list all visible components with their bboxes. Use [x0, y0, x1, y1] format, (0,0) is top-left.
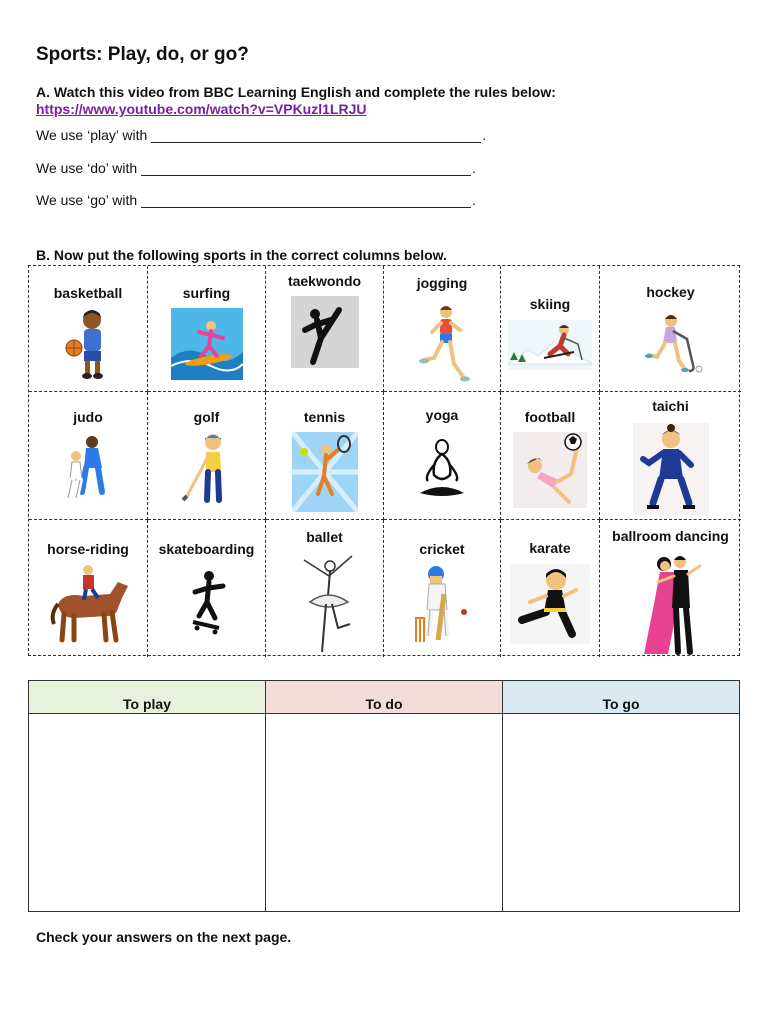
cricketer-icon	[414, 564, 470, 644]
sport-cell-skateboarding	[148, 520, 266, 657]
taichi-icon	[633, 423, 709, 515]
rule-play: We use ‘play’ with .	[36, 127, 487, 143]
sport-cell-skiing	[501, 266, 600, 392]
rule-play-blank[interactable]	[151, 129, 481, 143]
tennis-player-icon	[292, 432, 358, 512]
sport-cell-surfing	[148, 266, 266, 392]
answer-cell-play[interactable]	[29, 714, 266, 911]
footer-note: Check your answers on the next page.	[36, 929, 292, 945]
sport-label: basketball	[53, 285, 123, 301]
rule-go-text: We use ‘go’ with	[36, 192, 138, 208]
sport-label: horse-riding	[47, 541, 129, 557]
judo-icon	[56, 432, 120, 504]
yoga-pose-icon	[414, 437, 470, 503]
sport-label: skateboarding	[158, 541, 255, 557]
ballerina-icon	[292, 552, 358, 656]
sport-cell-jogging	[384, 266, 501, 392]
sport-label: tennis	[303, 409, 346, 425]
sport-label: golf	[193, 409, 220, 425]
sport-label: yoga	[425, 407, 459, 423]
sport-label: hockey	[646, 284, 695, 300]
skier-icon	[508, 320, 592, 370]
sport-label: jogging	[416, 275, 468, 291]
sport-cell-yoga	[384, 392, 501, 520]
answer-table	[28, 680, 740, 912]
sport-cell-horse-riding	[29, 520, 148, 657]
golfer-icon	[175, 430, 239, 508]
sport-cell-ballet	[266, 520, 384, 657]
horse-rider-icon	[44, 564, 132, 644]
sport-cell-cricket	[384, 520, 501, 657]
sports-grid	[28, 265, 740, 656]
sport-label: ballet	[306, 529, 343, 545]
hockey-player-icon	[635, 309, 707, 379]
basketball-player-icon	[58, 308, 118, 380]
sport-label: karate	[529, 540, 571, 556]
sport-cell-football	[501, 392, 600, 520]
taekwondo-kick-icon	[291, 296, 359, 368]
rule-do-blank[interactable]	[141, 162, 471, 176]
rule-go: We use ‘go’ with .	[36, 192, 477, 208]
answer-cell-go[interactable]	[503, 714, 739, 911]
sport-label: taekwondo	[287, 273, 362, 289]
sport-cell-taekwondo	[266, 266, 384, 392]
ballroom-dancers-icon	[638, 552, 704, 656]
sport-cell-tennis	[266, 392, 384, 520]
header-to-go: To go	[503, 681, 739, 714]
sport-cell-basketball	[29, 266, 148, 392]
sport-label: cricket	[419, 541, 465, 557]
footballer-icon	[513, 432, 587, 508]
sport-cell-ballroom-dancing	[600, 520, 741, 657]
sport-cell-golf	[148, 392, 266, 520]
page-title: Sports: Play, do, or go?	[36, 44, 249, 65]
section-b-instruction: B. Now put the following sports in the correct columns below.	[36, 247, 447, 263]
sport-cell-taichi	[600, 392, 741, 520]
surfer-icon	[171, 308, 243, 380]
sport-label: ballroom dancing	[612, 528, 729, 544]
sport-label: taichi	[652, 398, 689, 414]
skateboarder-icon	[185, 568, 229, 638]
sport-label: skiing	[529, 296, 571, 312]
section-a-instruction: A. Watch this video from BBC Learning English and complete the rules below:	[36, 84, 556, 100]
rule-do-text: We use ‘do’ with	[36, 160, 138, 176]
video-link[interactable]: https://www.youtube.com/watch?v=VPKuzl1LRJU	[36, 101, 367, 117]
rule-play-text: We use ‘play’ with	[36, 127, 148, 143]
header-to-do: To do	[266, 681, 503, 714]
header-to-play: To play	[29, 681, 266, 714]
sport-cell-hockey	[600, 266, 741, 392]
karate-kick-icon	[510, 564, 590, 644]
sport-label: football	[524, 409, 576, 425]
rule-do: We use ‘do’ with .	[36, 160, 477, 176]
sport-label: surfing	[182, 285, 231, 301]
sport-cell-karate	[501, 520, 600, 657]
runner-icon	[412, 300, 472, 386]
answer-cell-do[interactable]	[266, 714, 503, 911]
sport-cell-judo	[29, 392, 148, 520]
sport-label: judo	[73, 409, 103, 425]
rule-go-blank[interactable]	[141, 194, 471, 208]
